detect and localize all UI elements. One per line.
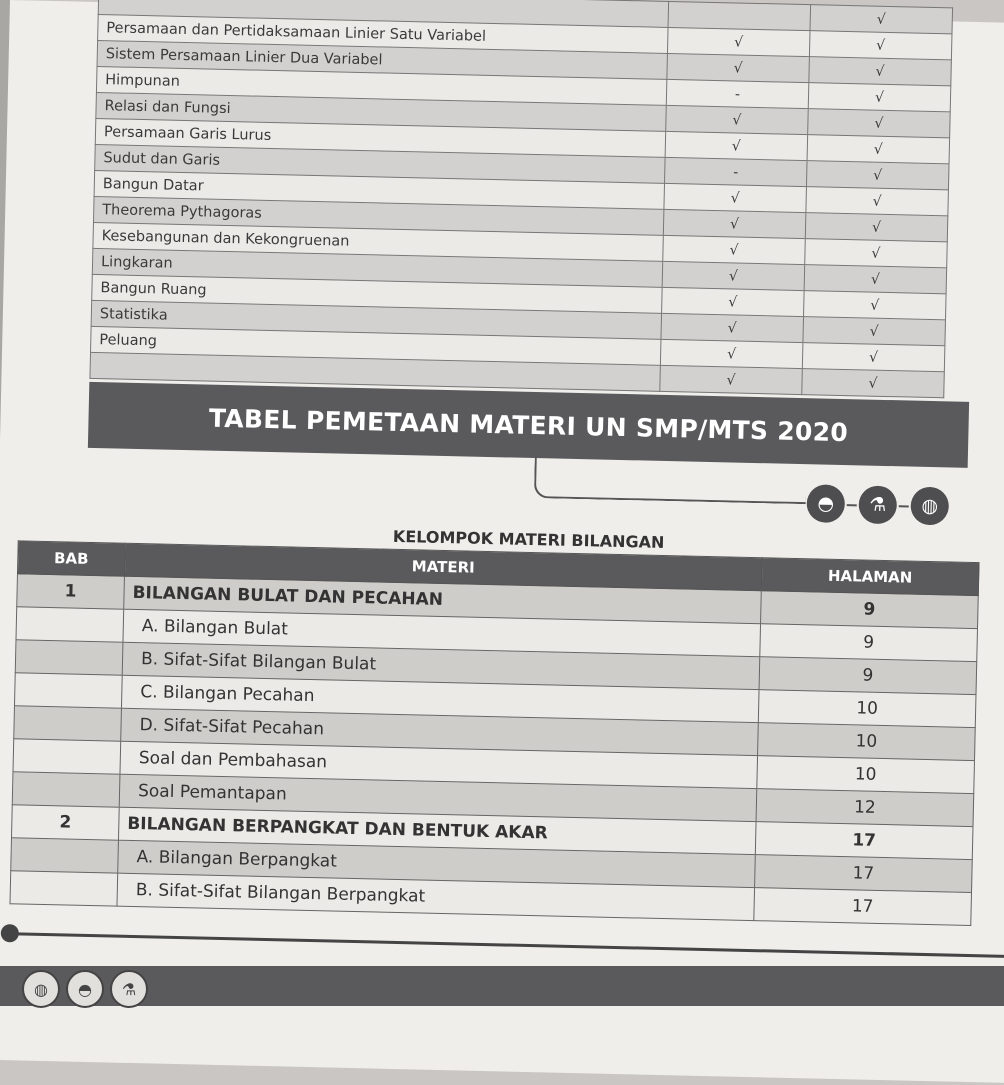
materi-cell: Soal dan Pembahasan: [120, 741, 758, 788]
coverage-mark-1: √: [660, 339, 803, 368]
coverage-materi: Persamaan Garis Lurus: [95, 118, 665, 157]
coverage-materi: Bangun Ruang: [92, 274, 662, 313]
coverage-mark-1: √: [662, 287, 805, 316]
header-halaman: HALAMAN: [761, 558, 979, 596]
coverage-mark-2: √: [804, 291, 947, 320]
coverage-materi: Lingkaran: [92, 248, 662, 287]
footer-rule: [11, 932, 1004, 958]
coverage-mark-1: √: [663, 235, 806, 264]
coverage-mark-2: √: [810, 5, 953, 34]
coverage-mark-1: -: [666, 79, 809, 108]
coverage-mark-2: √: [806, 187, 949, 216]
coverage-materi: Statistika: [91, 300, 661, 339]
coverage-mark-2: √: [808, 83, 951, 112]
coverage-mark-1: √: [664, 183, 807, 212]
bab-cell: [11, 838, 119, 873]
test-tube-icon: ⚗: [110, 970, 148, 1008]
coverage-mark-2: √: [808, 109, 951, 138]
coverage-mark-2: √: [805, 239, 948, 268]
connector-line: [534, 456, 807, 504]
globe-icon: ◍: [910, 487, 949, 526]
footer-bar: [0, 966, 1004, 1006]
coverage-mark-1: -: [665, 157, 808, 186]
coverage-mark-2: √: [809, 57, 952, 86]
bab-cell: [10, 871, 118, 906]
bab-cell: 2: [11, 805, 119, 840]
coverage-mark-2: √: [802, 369, 945, 398]
coverage-mark-2: √: [802, 343, 945, 372]
materi-cell: B. Sifat-Sifat Bilangan Berpangkat: [117, 873, 755, 920]
coverage-materi: Kesebangunan dan Kekongruenan: [93, 222, 663, 261]
coverage-mark-2: √: [806, 161, 949, 190]
bab-cell: [13, 739, 121, 774]
coverage-materi: Sistem Persamaan Linier Dua Variabel: [97, 40, 667, 79]
test-tube-icon: ⚗: [858, 485, 897, 524]
materi-cell: Soal Pemantapan: [119, 774, 757, 821]
badge-dash: [899, 505, 909, 507]
badge-dash: [847, 504, 857, 506]
bab-cell: [14, 706, 122, 741]
protractor-icon: ◓: [806, 484, 845, 523]
banner-title: TABEL PEMETAAN MATERI UN SMP/MTS 2020: [208, 403, 849, 447]
halaman-cell: 17: [754, 888, 972, 926]
coverage-mark-2: √: [803, 317, 946, 346]
coverage-mark-1: √: [667, 27, 810, 56]
materi-cell: BILANGAN BULAT DAN PECAHAN: [124, 576, 762, 623]
group-title: KELOMPOK MATERI BILANGAN: [392, 526, 665, 552]
coverage-mark-1: √: [662, 261, 805, 290]
halaman-cell: 12: [756, 789, 974, 827]
halaman-cell: 10: [758, 690, 976, 728]
halaman-cell: 10: [758, 723, 976, 761]
materi-cell: C. Bilangan Pecahan: [121, 675, 759, 722]
materi-cell: B. Sifat-Sifat Bilangan Bulat: [122, 642, 760, 689]
halaman-cell: 9: [761, 591, 979, 629]
bab-cell: [15, 640, 123, 675]
coverage-mark-2: √: [805, 213, 948, 242]
halaman-cell: 10: [757, 756, 975, 794]
coverage-materi: Bangun Datar: [94, 170, 664, 209]
halaman-cell: 17: [755, 855, 973, 893]
bab-cell: [16, 607, 124, 642]
protractor-icon: ◓: [66, 970, 104, 1008]
coverage-mark-2: √: [804, 265, 947, 294]
coverage-mark-1: √: [660, 365, 803, 394]
coverage-mark-1: √: [665, 131, 808, 160]
materi-cell: A. Bilangan Berpangkat: [118, 840, 756, 887]
coverage-materi: Peluang: [91, 326, 661, 365]
header-bab: BAB: [17, 541, 125, 576]
subject-coverage-table: [89, 0, 953, 398]
materi-cell: D. Sifat-Sifat Pecahan: [121, 708, 759, 755]
halaman-cell: 9: [760, 624, 978, 662]
halaman-cell: 9: [759, 657, 977, 695]
coverage-materi: Relasi dan Fungsi: [96, 92, 666, 131]
coverage-mark-1: √: [667, 53, 810, 82]
header-materi: MATERI: [124, 543, 762, 590]
coverage-mark-2: √: [809, 31, 952, 60]
globe-icon: ◍: [22, 970, 60, 1008]
materi-cell: BILANGAN BERPANGKAT DAN BENTUK AKAR: [118, 807, 756, 854]
materi-cell: A. Bilangan Bulat: [123, 609, 761, 656]
bab-cell: [12, 772, 120, 807]
coverage-materi: Sudut dan Garis: [95, 144, 665, 183]
bab-cell: 1: [17, 574, 125, 609]
coverage-mark-1: √: [663, 209, 806, 238]
coverage-materi: Himpunan: [96, 66, 666, 105]
coverage-materi: Theorema Pythagoras: [93, 196, 663, 235]
material-mapping-table: [9, 540, 979, 926]
halaman-cell: 17: [755, 822, 973, 860]
coverage-mark-1: [668, 1, 811, 30]
coverage-mark-1: √: [666, 105, 809, 134]
bab-cell: [14, 673, 122, 708]
coverage-mark-2: √: [807, 135, 950, 164]
coverage-mark-1: √: [661, 313, 804, 342]
coverage-materi: Persamaan dan Pertidaksamaan Linier Satu Variabel: [98, 15, 668, 54]
